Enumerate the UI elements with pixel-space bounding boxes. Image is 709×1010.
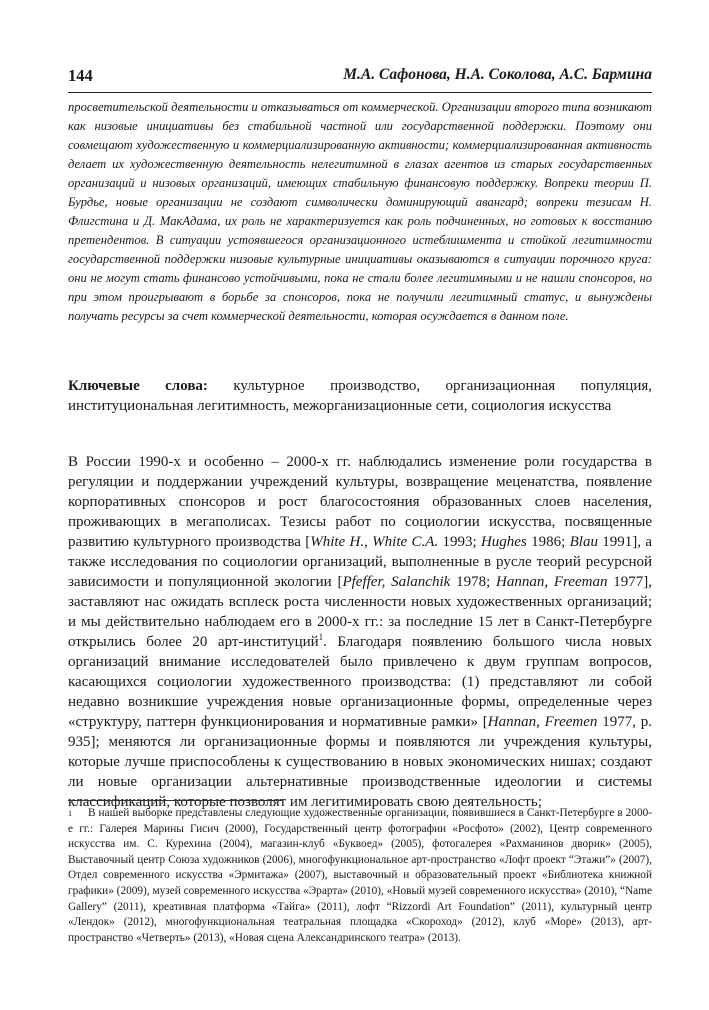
running-head-authors: М.А. Сафонова, Н.А. Соколова, А.С. Бармина xyxy=(343,66,652,83)
body-paragraph xyxy=(68,452,652,812)
abstract-paragraph: просветительской деятельности и отказываться от коммерческой. Организации второго типа возникают как низовые инициативы без стабильной частной или государственной поддержки. Поэтому они совмещают художественную и коммерциализированную активности; коммерциализированная активность делает их художественную деятельность нелегитимной в глазах агентов из старых государственных организаций и низовых организаций, имеющих стабильную финансовую поддержку. Вопреки теории П. Бурдье, новые организации не создают символически доминирующий авангард; вопреки тезисам Н. Флигстина и Д. МакАдама, их роль не характеризуется как роль подчиненных, но готовых к восстанию претендентов. В ситуации устоявшегося организационного истеблишмента и стойкой легитимности государственной поддержки низовые культурные инициативы оказываются в ситуации порочного круга: они не могут стать финансово устойчивыми, пока не стали более легитимными и не нашли спонсоров, но при этом проигрывают в борьбе за спонсоров, пока не получили легитимный статус, и вынуждены получать ресурсы за счет коммерческой деятельности, которая осуждается в данном поле. xyxy=(68,100,652,323)
keywords-paragraph xyxy=(68,376,652,416)
citation-author: Hughes xyxy=(480,534,527,550)
page-number: 144 xyxy=(68,66,93,85)
footnote xyxy=(68,806,652,946)
keywords-text: культурное производство, организационная популяция, институциональная легитимность, межорганизационные сети, социология искусства xyxy=(68,378,652,414)
body-text-segment: 1978; xyxy=(450,574,497,590)
citation-author: Hannan, Freeman xyxy=(496,574,608,590)
header-rule xyxy=(68,92,652,93)
body-text-segment: 1993; xyxy=(438,534,481,550)
citation-author: Pfeffer, Salanchik xyxy=(342,574,451,590)
body-text-segment: 1977], заставляют нас ожидать всплеск роста численности новых художественных организаций; и мы действительно наблюдаем его в 2000-х гг.: за последние 15 лет в Санкт-Петербурге открылись более 20 арт-институций xyxy=(68,574,652,650)
keywords-label: Ключевые слова: xyxy=(68,378,208,394)
body-text-segment: . Благодаря появлению большого числа новых организаций внимание исследователей было привлечено к двум группам вопросов, касающихся социологии художественного производства: (1) представляют ли собой недавно возникшие учреждения новые организационные формы, определенные через «структуру, паттерн функционирования и нормативные рамки» [ xyxy=(68,634,652,730)
citation-author: Hannan, Freemen xyxy=(487,714,598,730)
body-text-segment: 1977, p. 935]; меняются ли организационные формы и появляются ли учреждения культуры, которые лучше приспособлены к существованию в новых экономических нишах; создают ли новые организации альтернативные производственные идеологии и системы классификаций, которые позволят им легитимировать свою деятельность; xyxy=(68,714,652,810)
page-header xyxy=(68,66,652,88)
body-text-segment: В России 1990-х и особенно – 2000-х гг. наблюдались изменение роли государства в регуляции и поддержании учреждений культуры, возвращение меценатства, появление корпоративных спонсоров и рост благосостояния образованных слоев населения, проживающих в мегаполисах. Тезисы работ по социологии искусства, посвященные развитию культурного производства [ xyxy=(68,454,652,550)
citation-author: Blau xyxy=(569,534,598,550)
footnote-separator xyxy=(68,800,283,801)
footnote-reference[interactable]: 1 xyxy=(318,632,324,642)
body-text-segment: 1986; xyxy=(526,534,570,550)
body-text-segment: 1991], а также исследования по социологии организаций, выполненные в русле теорий ресурсной зависимости и популяционной экологии [ xyxy=(68,534,652,590)
footnote-text: В нашей выборке представлены следующие художественные организации, появившиеся в Санкт-Петербурге в 2000-е гг.: Галерея Марины Гисич (2000), Государственный центр фотографии «Росфото» (2002), Центр современного искусства им. С. Курехина (2004), магазин-клуб «Буквоед» (2005), фотогалерея «Рахманинов дворик» (2005), Выставочный центр Союза художников (2006), многофункциональное арт-пространство «Лофт проект “Этажи”» (2007), Отдел современного искусства «Эрмитажа» (2007), выставочный и образовательный проект «Библиотека книжной графики» (2009), музей современного искусства «Эрарта» (2010), «Новый музей современного искусства» (2010), “Name Gallery” (2011), креативная платформа «Тайга» (2011), лофт “Rizzordi Art Foundation” (2011), культурный центр «Лендок» (2012), многофункциональная театральная площадка «Скороход» (2012), клуб «Море» (2013), арт-пространство «Четверть» (2013), «Новая сцена Александринского театра» (2013). xyxy=(68,807,652,944)
citation-author: White H., White C.A. xyxy=(310,534,439,550)
footnote-mark: 1 xyxy=(68,809,72,818)
